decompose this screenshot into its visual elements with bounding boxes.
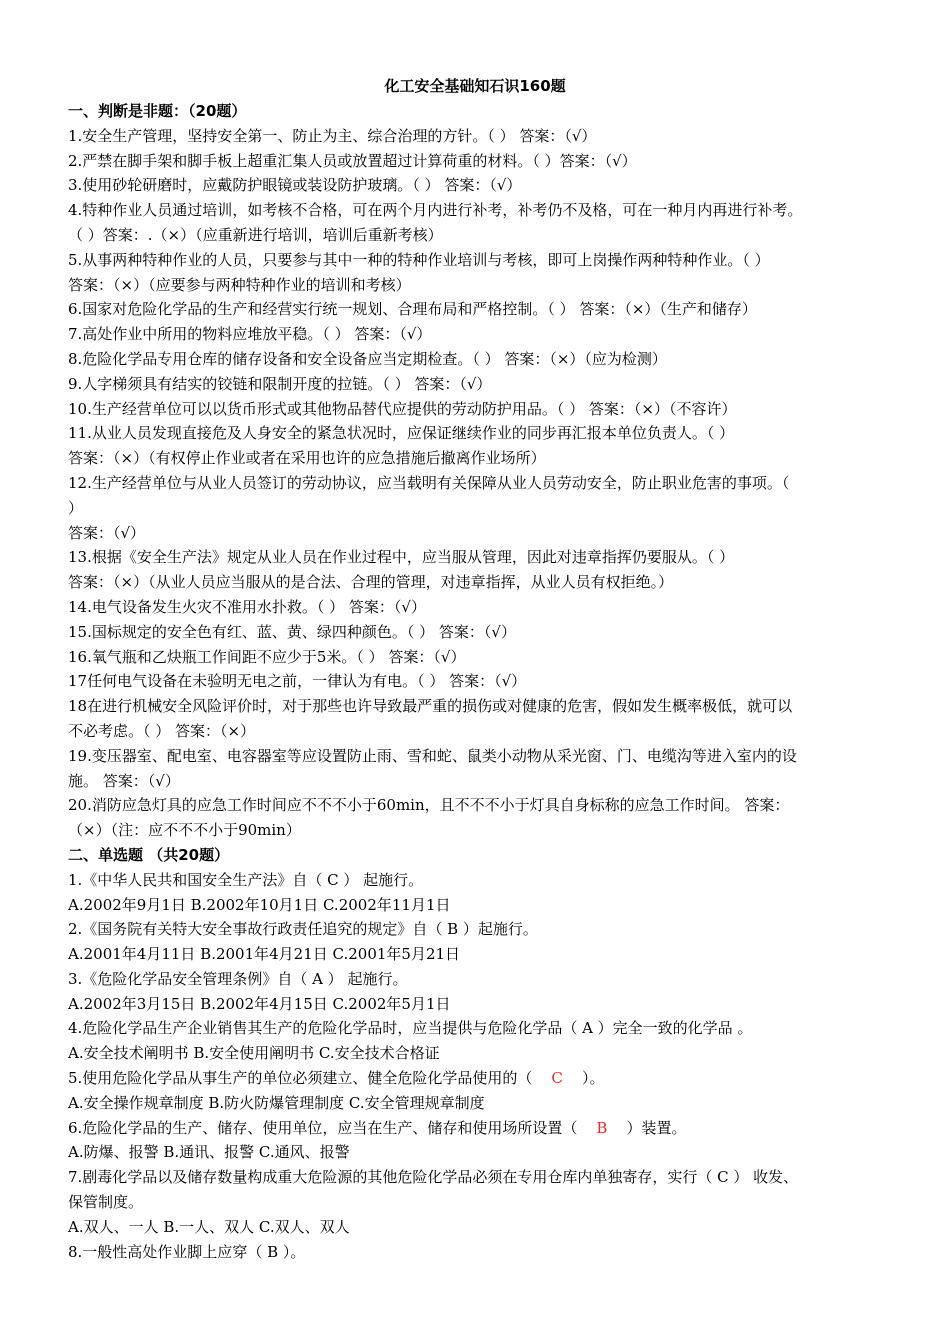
line-text: （ ）答案：.（×）（应重新进行培训，培训后重新考核） [68, 225, 443, 244]
line-text: A.双人、一人 B.一人、双人 C.双人、双人 [68, 1217, 350, 1236]
text-line [68, 620, 894, 645]
text-line [68, 273, 894, 298]
text-line [68, 1016, 894, 1041]
text-line [68, 744, 894, 769]
line-text: 答案：（√） [68, 523, 146, 542]
text-line [68, 372, 894, 397]
text-line [68, 397, 894, 422]
line-text: 17任何电气设备在未验明无电之前，一律认为有电。（ ） 答案：（√） [68, 672, 527, 691]
line-text: 4.特种作业人员通过培训，如考核不合格，可在两个月内进行补考，补考仍不及格，可在一种月内再进行补考。 [68, 201, 803, 220]
text-line [68, 1041, 894, 1066]
document-body [68, 99, 894, 1264]
text-line [68, 1190, 894, 1215]
line-text: 不必考虑。（ ） 答案：（×） [68, 721, 256, 740]
text-line [68, 297, 894, 322]
line-text: A.安全操作规章制度 B.防火防爆管理制度 C.安全管理规章制度 [68, 1093, 485, 1112]
text-line [68, 669, 894, 694]
line-text: 15.国标规定的安全色有红、蓝、黄、绿四种颜色。（ ） 答案：（√） [68, 622, 516, 641]
text-line [68, 149, 894, 174]
text-line [68, 173, 894, 198]
text-line [68, 1116, 894, 1141]
line-text-tail: ）。 [581, 1069, 605, 1088]
text-line [68, 818, 894, 843]
line-text: 答案：（×）（有权停止作业或者在采用也许的应急措施后撤离作业场所） [68, 449, 546, 468]
text-line [68, 769, 894, 794]
text-line [68, 645, 894, 670]
line-text: 11.从业人员发现直接危及人身安全的紧急状况时，应保证继续作业的同步再汇报本单位负责人。（ ） [68, 424, 735, 443]
line-text: 10.生产经营单位可以以货币形式或其他物品替代应提供的劳动防护用品。（ ） 答案：（×）（不容许） [68, 399, 737, 418]
text-line [68, 223, 894, 248]
text-line [68, 1240, 894, 1265]
line-text: 3.使用砂轮研磨时，应戴防护眼镜或装设防护玻璃。（ ） 答案：（√） [68, 176, 522, 195]
line-text: A.2002年3月15日 B.2002年4月15日 C.2002年5月1日 [68, 994, 451, 1013]
line-text: 12.生产经营单位与从业人员签订的劳动协议，应当载明有关保障从业人员劳动安全，防止职业危害的事项。（ [68, 473, 790, 492]
line-text: 二、单选题 （共20题） [68, 845, 230, 864]
line-text: 保管制度。 [68, 1193, 144, 1212]
line-text-tail: ）装置。 [626, 1118, 687, 1137]
text-line [68, 198, 894, 223]
line-text: 16.氧气瓶和乙炔瓶工作间距不应少于5米。（ ） 答案：（√） [68, 647, 466, 666]
text-line [68, 496, 894, 521]
line-text: 5.使用危险化学品从事生产的单位必须建立、健全危险化学品使用的（ [68, 1069, 533, 1088]
answer-highlight: C [551, 1069, 563, 1088]
text-line [68, 545, 894, 570]
line-text: ） [68, 498, 84, 517]
line-text: 5.从事两种特种作业的人员，只要参与其中一种的特种作业培训与考核，即可上岗操作两种特种作业。（ ） [68, 250, 770, 269]
text-line [68, 893, 894, 918]
text-line [68, 347, 894, 372]
text-line [68, 694, 894, 719]
line-text: 14.电气设备发生火灾不准用水扑救。（ ） 答案：（√） [68, 597, 426, 616]
line-text: 2.严禁在脚手架和脚手板上超重汇集人员或放置超过计算荷重的材料。（ ）答案：（√） [68, 151, 637, 170]
line-text: 2.《国务院有关特大安全事故行政责任追究的规定》自（ B ）起施行。 [68, 920, 538, 939]
line-text: （×）（注：应不不不小于90min） [68, 821, 301, 840]
line-text: 7.剧毒化学品以及储存数量构成重大危险源的其他危险化学品必须在专用仓库内单独寄存，实行（ C ） 收发、 [68, 1168, 799, 1187]
line-text: 6.国家对危险化学品的生产和经营实行统一规划、合理布局和严格控制。（ ） 答案：（×）（生产和储存） [68, 300, 757, 319]
line-text: A.安全技术阐明书 B.安全使用阐明书 C.安全技术合格证 [68, 1044, 440, 1063]
text-line [68, 471, 894, 496]
text-line [68, 1091, 894, 1116]
page-title: 化工安全基础知石识160题 [384, 77, 566, 95]
line-text: 答案：（×）（应要参与两种特种作业的培训和考核） [68, 275, 411, 294]
text-line [68, 1140, 894, 1165]
text-line [68, 967, 894, 992]
line-text: A.2001年4月11日 B.2001年4月21日 C.2001年5月21日 [68, 945, 461, 964]
text-line [68, 1066, 894, 1091]
line-text: A.防爆、报警 B.通讯、报警 C.通风、报警 [68, 1143, 350, 1162]
line-text: 18在进行机械安全风险评价时，对于那些也许导致最严重的损伤或对健康的危害，假如发生概率极低，就可以 [68, 697, 793, 716]
line-text: 4.危险化学品生产企业销售其生产的危险化学品时，应当提供与危险化学品（ A ）完全一致的化学品 。 [68, 1019, 753, 1038]
text-line [68, 719, 894, 744]
line-text: A.2002年9月1日 B.2002年10月1日 C.2002年11月1日 [68, 895, 451, 914]
line-text: 答案：（×）（从业人员应当服从的是合法、合理的管理，对违章指挥，从业人员有权拒绝。） [68, 573, 674, 592]
text-line [68, 992, 894, 1017]
text-line [68, 793, 894, 818]
line-text: 20.消防应急灯具的应急工作时间应不不不小于60min，且不不不小于灯具自身标称的应急工作时间。 答案： [68, 796, 790, 815]
text-line [68, 248, 894, 273]
line-text: 6.危险化学品的生产、储存、使用单位，应当在生产、储存和使用场所设置（ [68, 1118, 578, 1137]
line-text: 8.一般性高处作业脚上应穿（ B ）。 [68, 1242, 306, 1261]
text-line [68, 446, 894, 471]
line-text: 一、判断是非题：（20题） [68, 102, 247, 120]
answer-highlight: B [596, 1118, 608, 1137]
section-heading [68, 99, 894, 124]
line-text: 3.《危险化学品安全管理条例》自（ A ） 起施行。 [68, 969, 408, 988]
text-line [68, 421, 894, 446]
text-line [68, 521, 894, 546]
line-text: 19.变压器室、配电室、电容器室等应设置防止雨、雪和蛇、鼠类小动物从采光窗、门、电缆沟等进入室内的设 [68, 746, 797, 765]
line-text: 施。 答案：（√） [68, 771, 180, 790]
line-text: 8.危险化学品专用仓库的储存设备和安全设备应当定期检查。（ ） 答案：（×）（应为检测） [68, 349, 667, 368]
line-text: 13.根据《安全生产法》规定从业人员在作业过程中，应当服从管理，因此对违章指挥仍要服从。（ ） [68, 548, 735, 567]
text-line [68, 322, 894, 347]
text-line [68, 124, 894, 149]
line-text: 9.人字梯须具有结实的铰链和限制开度的拉链。（ ） 答案：（√） [68, 374, 492, 393]
text-line [68, 1165, 894, 1190]
text-line [68, 570, 894, 595]
line-text: 1.《中华人民共和国安全生产法》自（ C ） 起施行。 [68, 870, 424, 889]
text-line [68, 1215, 894, 1240]
text-line [68, 942, 894, 967]
line-text: 1.安全生产管理，坚持安全第一、防止为主、综合治理的方针。（ ） 答案：（√） [68, 126, 597, 145]
line-text: 7.高处作业中所用的物料应堆放平稳。（ ） 答案：（√） [68, 325, 432, 344]
text-line [68, 868, 894, 893]
text-line [68, 917, 894, 942]
text-line [68, 595, 894, 620]
section-heading [68, 843, 894, 868]
